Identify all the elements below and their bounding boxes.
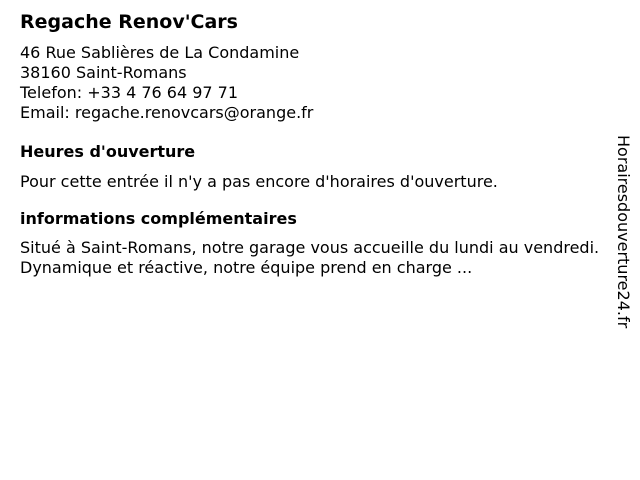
opening-hours-text: Pour cette entrée il n'y a pas encore d'horaires d'ouverture. [20,172,498,191]
phone-number: Telefon: +33 4 76 64 97 71 [20,83,239,102]
business-name: Regache Renov'Cars [20,11,238,33]
address-line-1: 46 Rue Sablières de La Condamine [20,43,300,62]
additional-info-heading: informations complémentaires [20,209,297,228]
additional-info-text: Situé à Saint-Romans, notre garage vous accueille du lundi au vendredi. Dynamique et réactive, notre équipe prend en charge ... [20,238,600,277]
site-watermark: Horairesdouverture24.fr [614,135,633,329]
business-details [20,9,600,278]
address-line-2: 38160 Saint-Romans [20,63,187,82]
email-address: Email: regache.renovcars@orange.fr [20,103,314,122]
opening-hours-heading: Heures d'ouverture [20,142,196,161]
